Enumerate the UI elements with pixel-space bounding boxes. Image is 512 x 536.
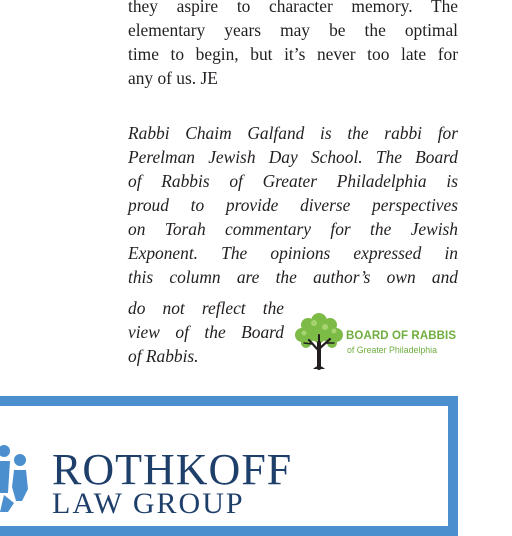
author-note-line: of Rabbis. — [128, 346, 199, 366]
advertiser-subtitle: LAW GROUP — [52, 487, 245, 520]
advertiser-name: ROTHKOFF — [52, 445, 293, 494]
author-note-line: Rabbi Chaim Galfand is the rabbi for — [128, 123, 458, 143]
article-body-line: elementary years may be the optimal — [128, 20, 458, 40]
author-note-line: Exponent. The opinions expressed in — [128, 243, 458, 263]
article-body-line: time to begin, but it’s never too late for — [128, 44, 458, 64]
author-note-line: view of the Board — [128, 322, 284, 342]
tree-icon — [292, 313, 346, 371]
logo-title: BOARD OF RABBIS — [346, 330, 457, 342]
author-note-line: proud to provide diverse perspectives — [128, 195, 458, 215]
article-body-line: any of us. JE — [128, 68, 218, 88]
article-body-line: they aspire to character memory. The — [128, 0, 458, 16]
author-note-line: this column are the author’s own and — [128, 267, 458, 287]
board-of-rabbis-logo — [292, 313, 468, 371]
author-note-line: do not reflect the — [128, 298, 284, 318]
author-note-line: of Rabbis of Greater Philadelphia is — [128, 171, 458, 191]
logo-subtitle: of Greater Philadelphia — [347, 345, 437, 355]
author-note-line: on Torah commentary for the Jewish — [128, 219, 458, 239]
author-note-line: Perelman Jewish Day School. The Board — [128, 147, 458, 167]
people-icon — [0, 443, 46, 512]
